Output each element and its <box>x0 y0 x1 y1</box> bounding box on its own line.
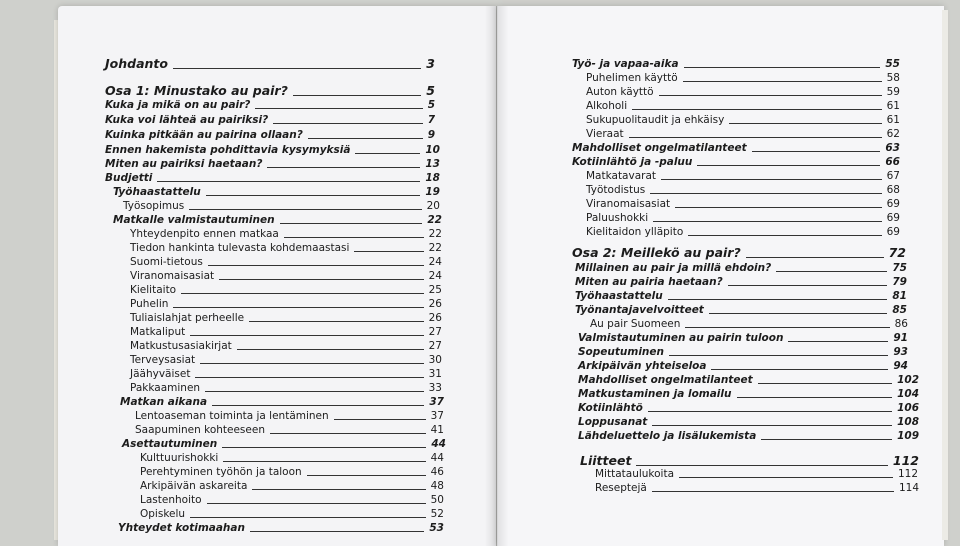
toc-page-number: 3 <box>426 56 435 71</box>
toc-page-number: 66 <box>885 156 900 168</box>
toc-entry-arkipaivan-yhteiseloa <box>578 360 908 372</box>
toc-leader-line <box>207 503 426 504</box>
toc-leader-line <box>652 425 892 426</box>
toc-page-number: 93 <box>893 346 908 358</box>
toc-entry-yhteydet-kotimaahan <box>118 522 444 534</box>
toc-entry-title: Terveysasiat <box>130 354 196 366</box>
toc-entry-mittataulukoita <box>595 468 918 480</box>
toc-page-number: 112 <box>897 468 918 480</box>
toc-leader-line <box>355 153 420 154</box>
toc-leader-line <box>195 377 423 378</box>
toc-page-number: 69 <box>886 198 900 210</box>
toc-entry-lahdeluettelo-ja-lisalukemista <box>578 430 919 442</box>
toc-entry-title: Työhaastattelu <box>113 186 201 198</box>
toc-leader-line <box>189 209 421 210</box>
toc-page-number: 69 <box>886 212 900 224</box>
toc-entry-matkan-aikana <box>120 396 444 408</box>
toc-leader-line <box>746 257 884 258</box>
toc-entry-title: Matkan aikana <box>120 396 208 408</box>
toc-leader-line <box>354 251 423 252</box>
toc-entry-title: Matkustaminen ja lomailu <box>578 388 732 400</box>
toc-entry-terveysasiat <box>130 354 442 366</box>
toc-page-number: 10 <box>425 144 440 156</box>
toc-leader-line <box>219 279 424 280</box>
toc-page-number: 25 <box>428 284 442 296</box>
toc-page-number: 13 <box>425 158 440 170</box>
toc-leader-line <box>697 165 880 166</box>
toc-page-number: 112 <box>892 453 919 468</box>
toc-entry-sukupuolitaudit-ja-ehkaisy <box>586 114 900 126</box>
toc-page-number: 94 <box>893 360 908 372</box>
toc-page-number: 26 <box>428 312 442 324</box>
toc-leader-line <box>273 123 422 124</box>
toc-entry-title: Mahdolliset ongelmatilanteet <box>572 142 747 154</box>
toc-entry-title: Miten au pairia haetaan? <box>575 276 723 288</box>
toc-page-number: 27 <box>428 340 442 352</box>
toc-entry-title: Opiskelu <box>140 508 186 520</box>
toc-entry-title: Matkalle valmistautuminen <box>113 214 275 226</box>
toc-entry-title: Perehtyminen työhön ja taloon <box>140 466 302 478</box>
toc-page-number: 102 <box>897 374 919 386</box>
toc-entry-millainen-au-pair-ja-milla-ehdoin <box>575 262 907 274</box>
toc-entry-title: Viranomaisasiat <box>586 198 671 210</box>
toc-entry-osa-1-minustako-au-pair <box>105 84 435 98</box>
toc-page-number: 33 <box>428 382 442 394</box>
toc-entry-title: Puhelin <box>130 298 169 310</box>
toc-leader-line <box>208 265 424 266</box>
toc-entry-title: Liitteet <box>580 453 632 468</box>
toc-leader-line <box>675 207 882 208</box>
toc-entry-tyonantajavelvoitteet <box>575 304 907 316</box>
toc-entry-matkustusasiakirjat <box>130 340 442 352</box>
toc-leader-line <box>270 433 426 434</box>
toc-leader-line <box>255 108 422 109</box>
toc-leader-line <box>688 235 881 236</box>
toc-leader-line <box>650 193 881 194</box>
toc-leader-line <box>173 307 423 308</box>
toc-entry-puhelimen-kaytto <box>586 72 900 84</box>
toc-entry-kuka-ja-mika-on-au-pair <box>105 99 435 111</box>
toc-entry-kotiinlahto-ja-paluu <box>572 156 900 168</box>
toc-leader-line <box>752 151 881 152</box>
toc-page-number: 108 <box>897 416 919 428</box>
toc-leader-line <box>200 363 423 364</box>
toc-entry-miten-au-pairiksi-haetaan <box>105 158 440 170</box>
toc-page-number: 61 <box>886 114 900 126</box>
toc-entry-auton-kaytto <box>586 86 900 98</box>
toc-entry-opiskelu <box>140 508 444 520</box>
toc-entry-matkustaminen-ja-lomailu <box>578 388 919 400</box>
toc-entry-lastenhoito <box>140 494 444 506</box>
toc-entry-title: Sopeutuminen <box>578 346 664 358</box>
toc-entry-title: Johdanto <box>105 56 168 71</box>
toc-leader-line <box>334 419 426 420</box>
toc-page-number: 48 <box>430 480 444 492</box>
toc-page-number: 58 <box>886 72 900 84</box>
toc-leader-line <box>222 447 426 448</box>
toc-entry-matkatavarat <box>586 170 900 182</box>
toc-leader-line <box>661 179 882 180</box>
toc-leader-line <box>173 68 421 69</box>
toc-entry-matkalle-valmistautuminen <box>113 214 442 226</box>
toc-page-number: 46 <box>430 466 444 478</box>
toc-entry-title: Budjetti <box>105 172 153 184</box>
toc-entry-title: Kuka voi lähteä au pairiksi? <box>105 114 269 126</box>
toc-page-number: 37 <box>430 410 444 422</box>
toc-leader-line <box>252 489 425 490</box>
toc-page-number: 7 <box>427 114 435 126</box>
toc-leader-line <box>212 405 424 406</box>
toc-page-number: 22 <box>428 242 442 254</box>
toc-entry-title: Ennen hakemista pohdittavia kysymyksiä <box>105 144 351 156</box>
toc-leader-line <box>728 285 888 286</box>
toc-leader-line <box>659 95 882 96</box>
toc-leader-line <box>157 181 420 182</box>
toc-entry-title: Pakkaaminen <box>130 382 201 394</box>
toc-entry-mahdolliset-ongelmatilanteet <box>572 142 900 154</box>
toc-entry-osa-2-meilleko-au-pair <box>572 246 906 260</box>
toc-page-number: 61 <box>886 100 900 112</box>
toc-entry-title: Arkipäivän yhteiseloa <box>578 360 707 372</box>
toc-page-number: 52 <box>430 508 444 520</box>
toc-page-number: 68 <box>886 184 900 196</box>
toc-leader-line <box>652 491 894 492</box>
toc-entry-puhelin <box>130 298 442 310</box>
toc-leader-line <box>711 369 888 370</box>
toc-entry-miten-au-pairia-haetaan <box>575 276 907 288</box>
toc-leader-line <box>223 461 425 462</box>
toc-entry-loppusanat <box>578 416 919 428</box>
toc-page-number: 19 <box>425 186 440 198</box>
toc-leader-line <box>668 299 888 300</box>
toc-entry-tyohaastattelu <box>575 290 907 302</box>
toc-page-number: 69 <box>886 226 900 238</box>
toc-entry-kielitaito <box>130 284 442 296</box>
toc-page-number: 27 <box>428 326 442 338</box>
toc-entry-title: Kulttuurishokki <box>140 452 219 464</box>
toc-entry-jaahyvaiset <box>130 368 442 380</box>
toc-leader-line <box>190 335 423 336</box>
toc-leader-line <box>788 341 888 342</box>
toc-entry-tiedon-hankinta-tulevasta-kohdemaastasi <box>130 242 442 254</box>
toc-leader-line <box>190 517 426 518</box>
toc-leader-line <box>679 477 893 478</box>
toc-leader-line <box>729 123 881 124</box>
toc-page-number: 44 <box>431 438 446 450</box>
toc-leader-line <box>307 475 426 476</box>
toc-entry-title: Työnantajavelvoitteet <box>575 304 704 316</box>
toc-entry-title: Kuinka pitkään au pairina ollaan? <box>105 129 303 141</box>
toc-entry-pakkaaminen <box>130 382 442 394</box>
toc-entry-title: Miten au pairiksi haetaan? <box>105 158 263 170</box>
toc-page-number: 24 <box>428 270 442 282</box>
toc-leader-line <box>280 223 423 224</box>
toc-entry-kotiinlahto <box>578 402 919 414</box>
toc-entry-title: Tiedon hankinta tulevasta kohdemaastasi <box>130 242 350 254</box>
toc-entry-title: Vieraat <box>586 128 624 140</box>
toc-leader-line <box>308 138 423 139</box>
toc-entry-title: Mittataulukoita <box>595 468 675 480</box>
toc-entry-ennen-hakemista-pohdittavia-kysymyksia <box>105 144 440 156</box>
toc-leader-line <box>181 293 424 294</box>
toc-leader-line <box>250 531 424 532</box>
toc-page-number: 79 <box>892 276 907 288</box>
toc-entry-sopeutuminen <box>578 346 908 358</box>
toc-page-number: 22 <box>428 228 442 240</box>
toc-leader-line <box>776 271 887 272</box>
toc-page-number: 31 <box>428 368 442 380</box>
toc-entry-title: Sukupuolitaudit ja ehkäisy <box>586 114 725 126</box>
toc-entry-title: Lentoaseman toiminta ja lentäminen <box>135 410 329 422</box>
toc-entry-kulttuurishokki <box>140 452 444 464</box>
toc-page-number: 75 <box>892 262 907 274</box>
toc-entry-matkaliput <box>130 326 442 338</box>
toc-entry-title: Kotiinlähtö ja -paluu <box>572 156 693 168</box>
toc-page-number: 5 <box>427 99 435 111</box>
toc-entry-title: Mahdolliset ongelmatilanteet <box>578 374 753 386</box>
toc-entry-title: Viranomaisasiat <box>130 270 215 282</box>
toc-entry-resepteja <box>595 482 919 494</box>
toc-entry-title: Saapuminen kohteeseen <box>135 424 265 436</box>
toc-entry-title: Millainen au pair ja millä ehdoin? <box>575 262 772 274</box>
toc-entry-asettautuminen <box>122 438 446 450</box>
toc-page-number: 85 <box>892 304 907 316</box>
toc-leader-line <box>737 397 893 398</box>
toc-page-number: 18 <box>425 172 440 184</box>
toc-leader-line <box>284 237 424 238</box>
toc-entry-title: Työtodistus <box>586 184 646 196</box>
toc-page-number: 86 <box>894 318 908 330</box>
toc-entry-title: Alkoholi <box>586 100 628 112</box>
toc-entry-title: Reseptejä <box>595 482 647 494</box>
toc-leader-line <box>685 327 889 328</box>
toc-page-number: 114 <box>898 482 919 494</box>
toc-page-number: 67 <box>886 170 900 182</box>
toc-leader-line <box>249 321 424 322</box>
toc-entry-viranomaisasiat <box>586 198 900 210</box>
toc-entry-paluushokki <box>586 212 900 224</box>
toc-leader-line <box>669 355 888 356</box>
toc-leader-line <box>683 81 882 82</box>
toc-leader-line <box>758 383 892 384</box>
toc-page-number: 72 <box>888 245 906 260</box>
toc-entry-title: Yhteydet kotimaahan <box>118 522 245 534</box>
toc-entry-perehtyminen-tyohon-ja-taloon <box>140 466 444 478</box>
toc-page-number: 106 <box>897 402 919 414</box>
toc-entry-title: Työhaastattelu <box>575 290 663 302</box>
toc-page-number: 5 <box>426 83 435 98</box>
toc-entry-suomi-tietous <box>130 256 442 268</box>
toc-entry-title: Valmistautuminen au pairin tuloon <box>578 332 784 344</box>
toc-page-number: 50 <box>430 494 444 506</box>
toc-entry-liitteet <box>580 454 919 468</box>
toc-entry-title: Arkipäivän askareita <box>140 480 248 492</box>
toc-entry-tuliaislahjat-perheelle <box>130 312 442 324</box>
toc-page-number: 22 <box>427 214 442 226</box>
toc-page-number: 53 <box>429 522 444 534</box>
toc-entry-au-pair-suomeen <box>590 318 908 330</box>
toc-entry-title: Kielitaito <box>130 284 177 296</box>
toc-page-number: 9 <box>427 129 435 141</box>
toc-page-number: 30 <box>428 354 442 366</box>
toc-entry-tyosopimus <box>123 200 440 212</box>
toc-entry-tyo-ja-vapaa-aika <box>572 58 900 70</box>
toc-page-number: 37 <box>429 396 444 408</box>
toc-leader-line <box>267 167 420 168</box>
toc-entry-viranomaisasiat <box>130 270 442 282</box>
toc-page-number: 109 <box>897 430 919 442</box>
toc-entry-title: Suomi-tietous <box>130 256 203 268</box>
toc-leader-line <box>205 391 424 392</box>
toc-entry-kuka-voi-lahtea-au-pairiksi <box>105 114 435 126</box>
toc-entry-title: Kotiinlähtö <box>578 402 643 414</box>
toc-page-number: 44 <box>430 452 444 464</box>
toc-page-number: 26 <box>428 298 442 310</box>
toc-page-number: 62 <box>886 128 900 140</box>
toc-entry-alkoholi <box>586 100 900 112</box>
toc-entry-title: Auton käyttö <box>586 86 654 98</box>
toc-entry-title: Jäähyväiset <box>130 368 191 380</box>
toc-entry-mahdolliset-ongelmatilanteet <box>578 374 919 386</box>
toc-page-number: 104 <box>897 388 919 400</box>
toc-page-number: 59 <box>886 86 900 98</box>
toc-entry-title: Työ- ja vapaa-aika <box>572 58 679 70</box>
toc-leader-line <box>293 95 421 96</box>
toc-entry-budjetti <box>105 172 440 184</box>
toc-entry-title: Lastenhoito <box>140 494 202 506</box>
toc-page-number: 24 <box>428 256 442 268</box>
toc-page-number: 63 <box>885 142 900 154</box>
toc-entry-title: Asettautuminen <box>122 438 218 450</box>
toc-entry-title: Osa 1: Minustako au pair? <box>105 83 288 98</box>
toc-entry-tyotodistus <box>586 184 900 196</box>
toc-entry-yhteydenpito-ennen-matkaa <box>130 228 442 240</box>
toc-page-number: 20 <box>426 200 440 212</box>
toc-page-number: 81 <box>892 290 907 302</box>
toc-entry-title: Puhelimen käyttö <box>586 72 678 84</box>
toc-leader-line <box>636 465 887 466</box>
toc-entry-title: Kuka ja mikä on au pair? <box>105 99 251 111</box>
toc-entry-title: Loppusanat <box>578 416 648 428</box>
toc-entry-title: Tuliaislahjat perheelle <box>130 312 245 324</box>
toc-leader-line <box>653 221 881 222</box>
toc-leader-line <box>206 195 421 196</box>
toc-page-number: 55 <box>885 58 900 70</box>
toc-entry-title: Yhteydenpito ennen matkaa <box>130 228 279 240</box>
toc-page-number: 41 <box>430 424 444 436</box>
toc-entry-arkipaivan-askareita <box>140 480 444 492</box>
toc-entry-title: Lähdeluettelo ja lisälukemista <box>578 430 757 442</box>
toc-entry-title: Matkustusasiakirjat <box>130 340 232 352</box>
toc-leader-line <box>684 67 881 68</box>
toc-leader-line <box>632 109 881 110</box>
toc-page-number: 91 <box>893 332 908 344</box>
toc-entry-title: Kielitaidon ylläpito <box>586 226 684 238</box>
toc-leader-line <box>709 313 888 314</box>
toc-entry-title: Paluushokki <box>586 212 649 224</box>
toc-entry-kielitaidon-yllapito <box>586 226 900 238</box>
toc-entry-title: Osa 2: Meillekö au pair? <box>572 245 741 260</box>
toc-leader-line <box>237 349 424 350</box>
toc-entry-vieraat <box>586 128 900 140</box>
toc-entry-tyohaastattelu <box>113 186 440 198</box>
toc-entry-johdanto <box>105 57 435 71</box>
toc-entry-kuinka-pitkaan-au-pairina-ollaan <box>105 129 435 141</box>
toc-leader-line <box>761 439 892 440</box>
toc-entry-saapuminen-kohteeseen <box>135 424 444 436</box>
toc-entry-title: Matkatavarat <box>586 170 657 182</box>
toc-entry-lentoaseman-toiminta-ja-lentaminen <box>135 410 444 422</box>
toc-entry-title: Työsopimus <box>123 200 185 212</box>
toc-entry-valmistautuminen-au-pairin-tuloon <box>578 332 908 344</box>
toc-leader-line <box>648 411 892 412</box>
toc-entry-title: Au pair Suomeen <box>590 318 681 330</box>
toc-entry-title: Matkaliput <box>130 326 186 338</box>
toc-leader-line <box>629 137 882 138</box>
